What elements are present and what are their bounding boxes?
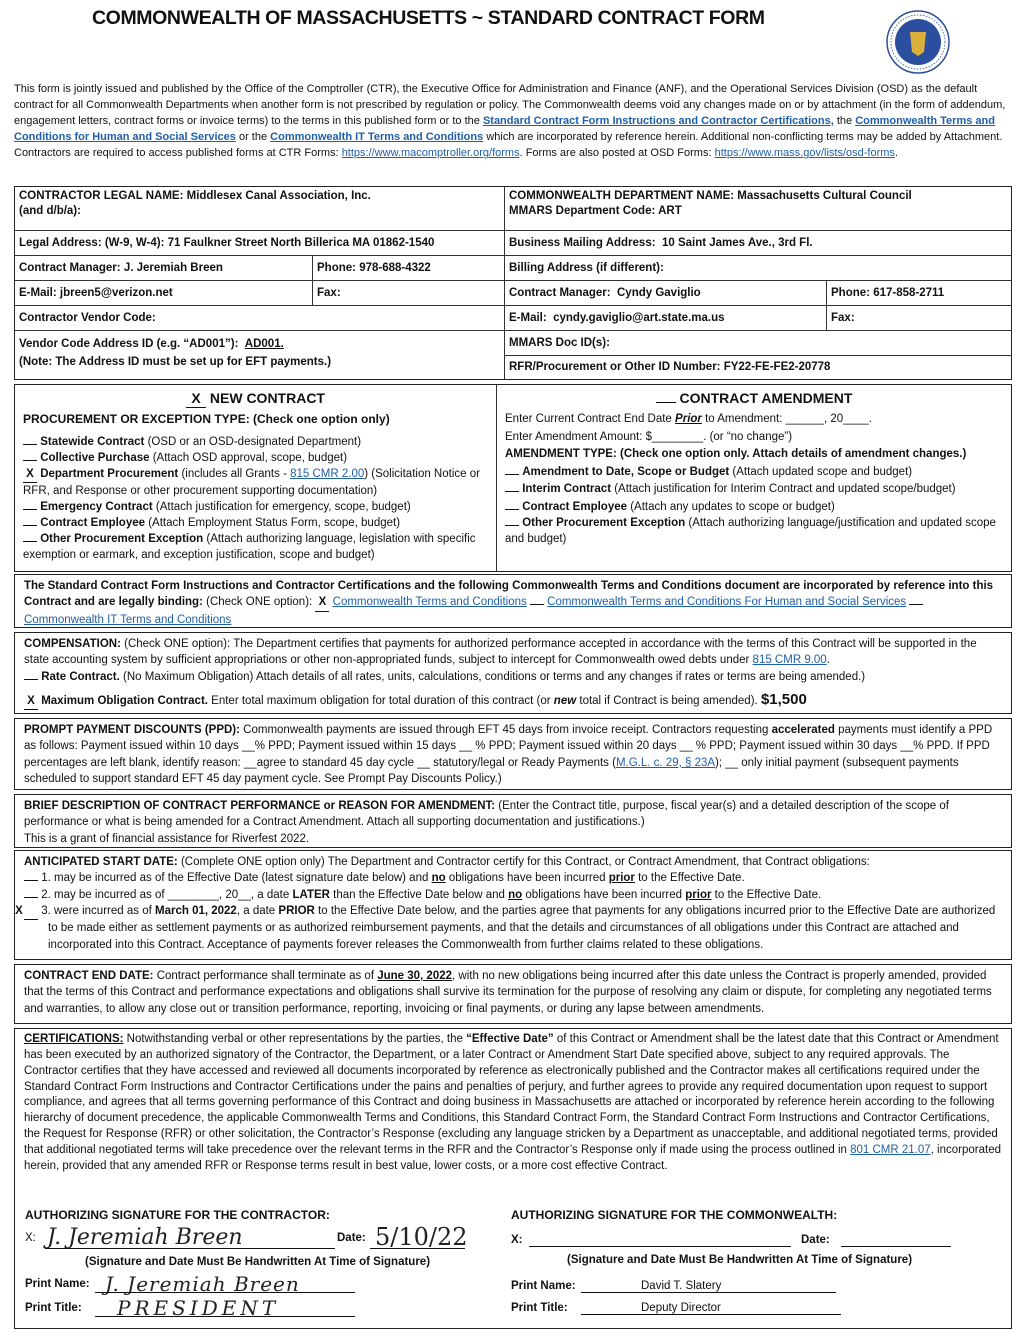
description-section: BRIEF DESCRIPTION OF CONTRACT PERFORMANCE or REASON FOR AMENDMENT: (Enter the Contract title, purpose, fiscal year(s) and a detailed description of the scope of performance or what is being amended for a Contract Amendment. Attach all supporting documentation and justifications.) This is a grant of financial assistance for Riverfest 2022. <box>14 794 1012 848</box>
new-contract-title: NEW CONTRACT <box>209 390 325 406</box>
link-815-cmr-9[interactable]: 815 CMR 9.00 <box>752 654 827 667</box>
link-815-cmr-2[interactable]: 815 CMR 2.00 <box>290 467 365 480</box>
contractor-address-id-cell: Vendor Code Address ID (e.g. “AD001”): AD001. (Note: The Address ID must be set up for EFT payments.) <box>15 331 505 379</box>
max-obligation-amount: $1,500 <box>760 690 807 708</box>
end-date-section: CONTRACT END DATE: Contract performance shall terminate as of June 30, 2022, with no new obligations being incurred after this date unless the Contract is properly amended, provided that the terms of this Contract and performance expectations and obligations shall survive its termination for the purpose of resolving any claim or dispute, for completing any negotiated terms and warranties, to allow any close out or transition performance, reporting, invoicing or final payments, or during any lapse between amendments. <box>14 964 1012 1024</box>
link-801-cmr-21[interactable]: 801 CMR 21.07 <box>850 1144 931 1157</box>
start-option-3[interactable]: X 3. were incurred as of March 01, 2022, a date PRIOR to the Effective Date below, and the parties agree that payments for any obligations incurred prior to the Effective Date are authorized to be made either as settlement payments or as authorized reimbursement payments, and that the details and circumstances of all obligations under this Contract are attached and incorporated into this Contract. Acceptance of payments forever releases the Commonwealth from further claims related to these obligations. <box>15 904 996 951</box>
form-title: COMMONWEALTH OF MASSACHUSETTS ~ STANDARD CONTRACT FORM <box>92 7 765 29</box>
link-ctr-forms[interactable]: https://www.macomptroller.org/forms <box>341 147 520 160</box>
amend-option-interim[interactable]: Interim Contract (Attach justification for Interim Contract and updated scope/budget) <box>505 481 1003 498</box>
department-fax-cell: Fax: <box>827 306 1011 331</box>
department-manager-cell: Contract Manager: Cyndy Gaviglio <box>505 281 827 306</box>
commonwealth-signature-line[interactable] <box>529 1246 791 1247</box>
link-it-terms-option[interactable]: Commonwealth IT Terms and Conditions <box>24 613 232 626</box>
contractor-legal-address-cell: Legal Address: (W-9, W-4): 71 Faulkner Street North Billerica MA 01862-1540 <box>15 231 505 256</box>
proc-option-emergency[interactable]: Emergency Contract (Attach justification for emergency, scope, budget) <box>23 499 488 515</box>
link-hss-terms[interactable]: Commonwealth Terms and Conditions For Human and Social Services <box>547 596 907 609</box>
department-email-cell: E-Mail: cyndy.gaviglio@art.state.ma.us <box>505 306 827 331</box>
department-billing-address-cell: Billing Address (if different): <box>505 256 1011 281</box>
amendment-type-heading: AMENDMENT TYPE: (Check one option only. Attach details of amendment changes.) <box>505 448 967 461</box>
intro-paragraph: This form is jointly issued and published by the Office of the Comptroller (CTR), the Executive Office for Administration and Finance (ANF), and the Operational Services Division (OSD) as the default contract for all Commonwealth Departments when another form is not prescribed by regulation or policy. The Commonwealth deems void any changes made on or by attachment (in the form of addendum, engagement letters, contract forms or invoice terms) to the terms in this published form or to the Standard Contract Form Instructions and Contractor Certifications, the Commonwealth Terms and Conditions for Human and Social Services or the Commonwealth IT Terms and Conditions which are incorporated by reference herein. Additional non-conflicting terms may be added by Attachment. Contractors are required to access published forms at CTR Forms: https://www.macomptroller.org/forms. Forms are also posted at OSD Forms: https://www.mass.gov/lists/osd-forms. <box>14 83 1006 160</box>
amend-option-contract-employee[interactable]: Contract Employee (Attach any updates to scope or budget) <box>505 499 1003 516</box>
new-contract-column <box>15 385 497 571</box>
department-mmars-doc-cell: MMARS Doc ID(s): <box>505 331 1011 356</box>
proc-option-collective[interactable]: Collective Purchase (Attach OSD approval, scope, budget) <box>23 450 488 466</box>
contractor-legal-name-cell: CONTRACTOR LEGAL NAME: Middlesex Canal Association, Inc. (and d/b/a): <box>15 187 505 231</box>
contractor-print-name[interactable]: J. Jeremiah Breen <box>105 1272 300 1297</box>
amendment-amount: Enter Amendment Amount: $________. (or “no change”) <box>505 430 793 443</box>
contractor-print-title[interactable]: PRESIDENT <box>117 1296 280 1321</box>
start-option-1[interactable]: 1. may be incurred as of the Effective Date (latest signature date below) and no obligations have been incurred prior to the Effective Date. <box>24 870 1002 886</box>
rate-contract-option[interactable]: Rate Contract. (No Maximum Obligation) Attach details of all rates, units, calculations, conditions or terms and any changes if rates or terms are being amended.) <box>24 669 1002 685</box>
start-date-section: ANTICIPATED START DATE: (Complete ONE option only) The Department and Contractor certify for this Contract, or Contract Amendment, that Contract obligations: 1. may be incurred as of the Effective Date (latest signature date below) and no obligations have been incurred prior to the Effective Date. 2. may be incurred as of ________, 20__, a date LATER than the Effective Date below and no obligations have been incurred prior to the Effective Date. X 3. were incurred as of March 01, 2022, a date PRIOR to the Effective Date below, and the parties agree that payments for any obligations incurred prior to the Effective Date are authorized to be made either as settlement payments or as authorized reimbursement payments, and that the details and circumstances of all obligations under this Contract are attached and incorporated into this Contract. Acceptance of payments forever releases the Commonwealth from further claims related to these obligations. <box>14 850 1012 960</box>
description-value: This is a grant of financial assistance for Riverfest 2022. <box>24 832 310 845</box>
link-human-social-services-terms[interactable]: Commonwealth Terms and Conditions for Human and Social Services <box>14 115 995 144</box>
new-contract-checkbox[interactable]: X <box>186 389 206 408</box>
department-name-cell: COMMONWEALTH DEPARTMENT NAME: Massachusetts Cultural Council MMARS Department Code: ART <box>505 187 1011 231</box>
terms-option-hss-checkbox[interactable] <box>530 604 544 605</box>
incorporated-terms-section: The Standard Contract Form Instructions and Contractor Certifications and the following Commonwealth Terms and Conditions document are incorporated by reference into this Contract and are legally binding: (Check ONE option): X Commonwealth Terms and Conditions Commonwealth Terms and Conditions For Human and Social Services Commonwealth IT Terms and Conditions <box>14 574 1012 628</box>
start-option-2[interactable]: 2. may be incurred as of ________, 20__, a date LATER than the Effective Date below and no obligations have been incurred prior to the Effective Date. <box>24 887 1002 903</box>
compensation-section: COMPENSATION: (Check ONE option): The Department certifies that payments for authorized performance accepted in accordance with the terms of this Contract will be supported in the state accounting system by sufficient appropriations or other non-appropriated funds, subject to intercept for Commonwealth owed debts under 815 CMR 9.00. Rate Contract. (No Maximum Obligation) Attach details of all rates, units, calculations, conditions or terms and any changes if rates or terms are being amended.) X Maximum Obligation Contract. Enter total maximum obligation for total duration of this contract (or new total if Contract is being amended). $1,500 <box>14 632 1012 714</box>
terms-option-commonwealth-checkbox[interactable]: X <box>315 594 329 611</box>
contractor-fax-cell: Fax: <box>313 281 505 306</box>
procurement-type-heading: PROCUREMENT OR EXCEPTION TYPE: (Check one option only) <box>23 412 390 427</box>
contractor-email-cell: E-Mail: jbreen5@verizon.net <box>15 281 313 306</box>
proc-option-department[interactable]: X Department Procurement (includes all Grants - 815 CMR 2.00) (Solicitation Notice or RFR, and Response or other procurement supporting documentation) <box>23 467 480 498</box>
contractor-signature-note: (Signature and Date Must Be Handwritten At Time of Signature) <box>85 1256 431 1269</box>
proc-option-contract-employee[interactable]: Contract Employee (Attach Employment Status Form, scope, budget) <box>23 515 488 531</box>
contractor-signature-heading: AUTHORIZING SIGNATURE FOR THE CONTRACTOR: <box>25 1208 330 1222</box>
terms-option-it-checkbox[interactable] <box>909 604 923 605</box>
proc-option-other-exception[interactable]: Other Procurement Exception (Attach authorizing language, legislation with specific exemption or earmark, and exception justification, scope and budget) <box>23 533 476 562</box>
department-rfr-cell: RFR/Procurement or Other ID Number: FY22-FE-FE2-20778 <box>509 361 831 373</box>
commonwealth-date-line[interactable] <box>841 1246 951 1247</box>
amendment-title: CONTRACT AMENDMENT <box>679 390 853 406</box>
prompt-payment-section: PROMPT PAYMENT DISCOUNTS (PPD): Commonwealth payments are issued through EFT 45 days from invoice receipt. Contractors requesting accelerated payments must identify a PPD as follows: Payment issued within 10 days __% PPD; Payment issued within 15 days __ % PPD; Payment issued within 20 days __ % PPD; Payment issued within 30 days __% PPD. If PPD percentages are left blank, identify reason: __agree to standard 45 day cycle __ statutory/legal or Ready Payments (M.G.L. c. 29, § 23A); __ only initial payment (subsequent payments scheduled to support standard EFT 45 day payment cycle. See Prompt Pay Discounts Policy.) <box>14 718 1012 790</box>
commonwealth-signature-note: (Signature and Date Must Be Handwritten At Time of Signature) <box>567 1254 913 1267</box>
amend-option-date-scope[interactable]: Amendment to Date, Scope or Budget (Attach updated scope and budget) <box>505 464 1003 481</box>
amend-option-other-exception[interactable]: Other Procurement Exception (Attach authorizing language/justification and updated scope and budget) <box>505 517 996 545</box>
contractor-signature-date[interactable]: 5/10/22 <box>375 1223 468 1252</box>
contractor-vendor-code-cell: Contractor Vendor Code: <box>15 306 505 331</box>
party-info-grid <box>14 186 1012 380</box>
max-obligation-option[interactable]: X Maximum Obligation Contract. Enter total maximum obligation for total duration of this contract (or new total if Contract is being amended). $1,500 <box>24 689 1002 710</box>
contract-type-section <box>14 384 1012 572</box>
commonwealth-print-title[interactable]: Deputy Director <box>641 1302 721 1315</box>
amendment-end-date: Enter Current Contract End Date Prior to Amendment: ______, 20____. <box>505 413 872 426</box>
link-standard-contract-instructions[interactable]: Standard Contract Form Instructions and Contractor Certifications, <box>482 115 834 128</box>
commonwealth-print-name[interactable]: David T. Slatery <box>641 1280 722 1293</box>
contractor-manager-cell: Contract Manager: J. Jeremiah Breen <box>15 256 313 281</box>
link-osd-forms[interactable]: https://www.mass.gov/lists/osd-forms <box>714 147 895 160</box>
link-it-terms[interactable]: Commonwealth IT Terms and Conditions <box>270 131 484 144</box>
commonwealth-signature-heading: AUTHORIZING SIGNATURE FOR THE COMMONWEALTH: <box>511 1208 838 1222</box>
commonwealth-signature-block: AUTHORIZING SIGNATURE FOR THE COMMONWEALTH: X: Date: (Signature and Date Must Be Handwritten At Time of Signature) Print Name: David T. Slatery Print Title: Deputy Director <box>511 1207 1001 1325</box>
amendment-column <box>497 385 1011 571</box>
link-commonwealth-terms[interactable]: Commonwealth Terms and Conditions <box>332 596 527 609</box>
contractor-signature-block: AUTHORIZING SIGNATURE FOR THE CONTRACTOR: X: J. Jeremiah Breen Date: 5/10/22 (Signature and Date Must Be Handwritten At Time of Signature) Print Name: J. Jeremiah Breen Print Title: PRESIDENT <box>25 1207 505 1325</box>
massachusetts-seal-icon <box>886 10 950 74</box>
amendment-checkbox[interactable] <box>656 402 676 403</box>
contractor-phone-cell: Phone: 978-688-4322 <box>313 256 505 281</box>
certifications-section: CERTIFICATIONS: Notwithstanding verbal or other representations by the parties, the “Effective Date” of this Contract or Amendment shall be the latest date that this Contract or Amendment has been executed by an authorized signatory of the Contractor, the Department, or a later Contract or Amendment Start Date specified above, subject to any required approvals. The Contractor certifies that they have accessed and reviewed all documents incorporated by reference as electronically published and the Contractor makes all certifications required under the Standard Contract Form Instructions and Contractor Certifications under the pains and penalties of perjury, and further agrees to provide any required documentation upon request to support compliance, and agrees that all terms governing performance of this Contract and doing business in Massachusetts are attached or incorporated by reference herein according to the following hierarchy of document precedence, the applicable Commonwealth Terms and Conditions, this Standard Contract Form, the Standard Contract Form Instructions and Contractor Certifications, the Request for Response (RFR) or other solicitation, the Contractor’s Response (excluding any language stricken by a Department as unacceptable, and additional negotiated terms, provided that additional negotiated terms will take precedence over the relevant terms in the RFR and the Contractor’s Response only if made using the process outlined in 801 CMR 21.07, incorporated herein, provided that any amended RFR or Response terms result in best value, lower costs, or a more cost effective Contract. AUTHORIZING SIGNATURE FOR THE CONTRACTOR: X: J. Jeremiah Breen Date: 5/10/22 (Signature and Date Must Be Handwritten At Time of Signature) Print Name: J. Jeremiah Breen Print Title: PRESIDENT AUTHORIZING SIGNATURE FOR THE COMMONWEALTH: X: Date: (Signature and Date Must Be Handwritten At Time of Signature) Print Name: David T. Slatery Print Title: Deputy Director <box>14 1028 1012 1329</box>
proc-option-statewide[interactable]: Statewide Contract (OSD or an OSD-designated Department) <box>23 434 488 450</box>
contractor-signature[interactable]: J. Jeremiah Breen <box>47 1225 243 1251</box>
link-mgl-29-23a[interactable]: M.G.L. c. 29, § 23A <box>615 756 716 769</box>
department-phone-cell: Phone: 617-858-2711 <box>827 281 1011 306</box>
department-mailing-address-cell: Business Mailing Address: 10 Saint James Ave., 3rd Fl. <box>505 231 1011 256</box>
